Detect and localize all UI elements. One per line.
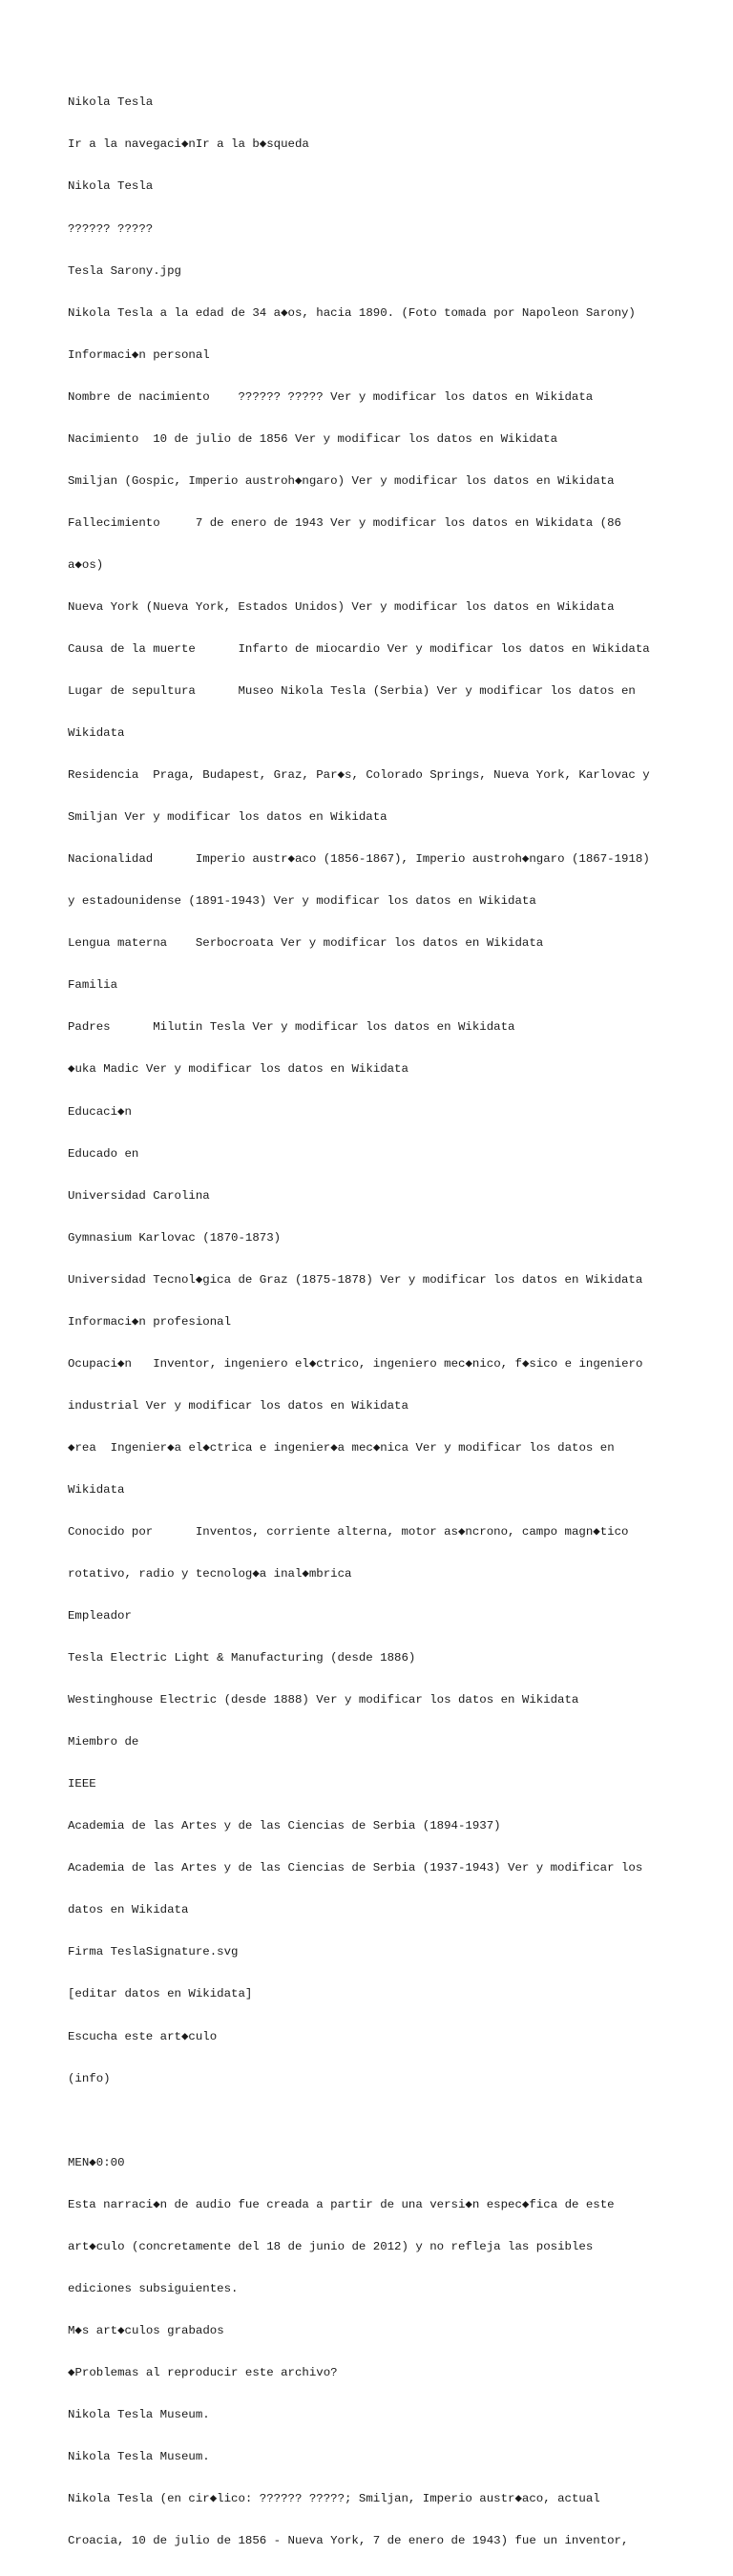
line-member-of: Miembro de [68,1735,139,1749]
line-member-1: IEEE [68,1777,96,1791]
line-nationality-cont: y estadounidense (1891-1943) Ver y modificar los datos en Wikidata [68,894,536,909]
line-death-place: Nueva York (Nueva York, Estados Unidos) Ver y modificar los datos en Wikidata [68,599,615,614]
line-audio-note-1: Esta narraci◆n de audio fue creada a partir de una versi◆n espec◆fica de este [68,2197,615,2211]
line-known-for: Conocido por Inventos, corriente alterna, motor as◆ncrono, campo magn◆tico [68,1524,629,1539]
line-occupation-cont: industrial Ver y modificar los datos en Wikidata [68,1398,408,1413]
line-blank [68,2114,688,2128]
line-mother-tongue: Lengua materna Serbocroata Ver y modificar los datos en Wikidata [68,936,544,951]
line-edu-1: Universidad Carolina [68,1188,210,1203]
line-death-date: Fallecimiento 7 de enero de 1943 Ver y modificar los datos en Wikidata (86 [68,515,621,530]
line-infobox-title: Nikola Tesla [68,179,154,194]
line-occupation: Ocupaci◆n Inventor, ingeniero el◆ctrico, ingeniero mec◆nico, f◆sico e ingeniero [68,1356,643,1371]
line-section-education: Educaci◆n [68,1104,132,1119]
line-parents: Padres Milutin Tesla Ver y modificar los datos en Wikidata [68,1020,515,1035]
line-parents-cont: ◆uka Madic Ver y modificar los datos en Wikidata [68,1062,408,1077]
line-birth-date: Nacimiento 10 de julio de 1856 Ver y modificar los datos en Wikidata [68,431,558,446]
line-burial-cont: Wikidata [68,726,125,741]
document-text [68,68,688,2576]
line-nav-links[interactable]: Ir a la navegaci◆nIr a la b◆squeda [68,137,309,152]
line-more-recorded[interactable]: M◆s art◆culos grabados [68,2323,224,2337]
line-burial: Lugar de sepultura Museo Nikola Tesla (Serbia) Ver y modificar los datos en [68,684,636,699]
line-signature[interactable]: Firma TeslaSignature.svg [68,1945,239,1959]
line-museum-1: Nikola Tesla Museum. [68,2407,210,2421]
line-info[interactable]: (info) [68,2071,111,2085]
line-listen-article[interactable]: Escucha este art◆culo [68,2029,218,2043]
line-area: ◆rea Ingenier◆a el◆ctrica e ingenier◆a mec◆nica Ver y modificar los datos en [68,1440,615,1455]
line-employer-2: Westinghouse Electric (desde 1888) Ver y modificar los datos en Wikidata [68,1693,579,1707]
line-known-for-cont: rotativo, radio y tecnolog◆a inal◆mbrica [68,1567,352,1581]
line-birth-place: Smiljan (Gospic, Imperio austroh◆ngaro) Ver y modificar los datos en Wikidata [68,473,615,488]
line-edu-3: Universidad Tecnol◆gica de Graz (1875-1878) Ver y modificar los datos en Wikidata [68,1272,643,1287]
line-museum-2: Nikola Tesla Museum. [68,2450,210,2463]
line-audio-note-2: art◆culo (concretamente del 18 de junio de 2012) y no refleja las posibles [68,2239,594,2253]
line-death-age: a◆os) [68,557,104,572]
line-playback-problems[interactable]: ◆Problemas al reproducir este archivo? [68,2365,338,2379]
line-audio-note-3: ediciones subsiguientes. [68,2281,239,2295]
line-title: Nikola Tesla [68,95,154,110]
line-intro-1: Nikola Tesla (en cir◆lico: ?????? ?????; Smiljan, Imperio austr◆aco, actual [68,2492,600,2506]
line-intro-2: Croacia, 10 de julio de 1856 - Nueva York, 7 de enero de 1943) fue un inventor, [68,2534,629,2548]
line-edit-wikidata[interactable]: [editar datos en Wikidata] [68,1987,253,2001]
line-educated-in: Educado en [68,1146,139,1161]
line-member-2: Academia de las Artes y de las Ciencias de Serbia (1894-1937) [68,1819,501,1833]
line-residence: Residencia Praga, Budapest, Graz, Par◆s, Colorado Springs, Nueva York, Karlovac y [68,768,650,783]
line-residence-cont: Smiljan Ver y modificar los datos en Wikidata [68,810,387,825]
line-employer-1: Tesla Electric Light & Manufacturing (desde 1886) [68,1651,416,1665]
line-member-3: Academia de las Artes y de las Ciencias de Serbia (1937-1943) Ver y modificar los [68,1861,643,1875]
line-area-cont: Wikidata [68,1482,125,1497]
line-image-caption: Nikola Tesla a la edad de 34 a◆os, hacia 1890. (Foto tomada por Napoleon Sarony) [68,305,636,320]
line-image-filename[interactable]: Tesla Sarony.jpg [68,263,181,278]
line-member-3-cont: datos en Wikidata [68,1903,189,1917]
line-section-family: Familia [68,978,118,993]
line-edu-2: Gymnasium Karlovac (1870-1873) [68,1230,282,1245]
line-birth-name: Nombre de nacimiento ?????? ????? Ver y modificar los datos en Wikidata [68,389,594,404]
line-death-cause: Causa de la muerte Infarto de miocardio Ver y modificar los datos en Wikidata [68,641,650,656]
line-audio-player[interactable]: MEN◆0:00 [68,2155,125,2169]
line-section-professional: Informaci◆n profesional [68,1314,232,1329]
line-nationality: Nacionalidad Imperio austr◆aco (1856-1867), Imperio austroh◆ngaro (1867-1918) [68,852,650,867]
line-native-name: ?????? ????? [68,221,154,236]
line-employer: Empleador [68,1609,132,1623]
line-section-personal: Informaci◆n personal [68,347,210,362]
